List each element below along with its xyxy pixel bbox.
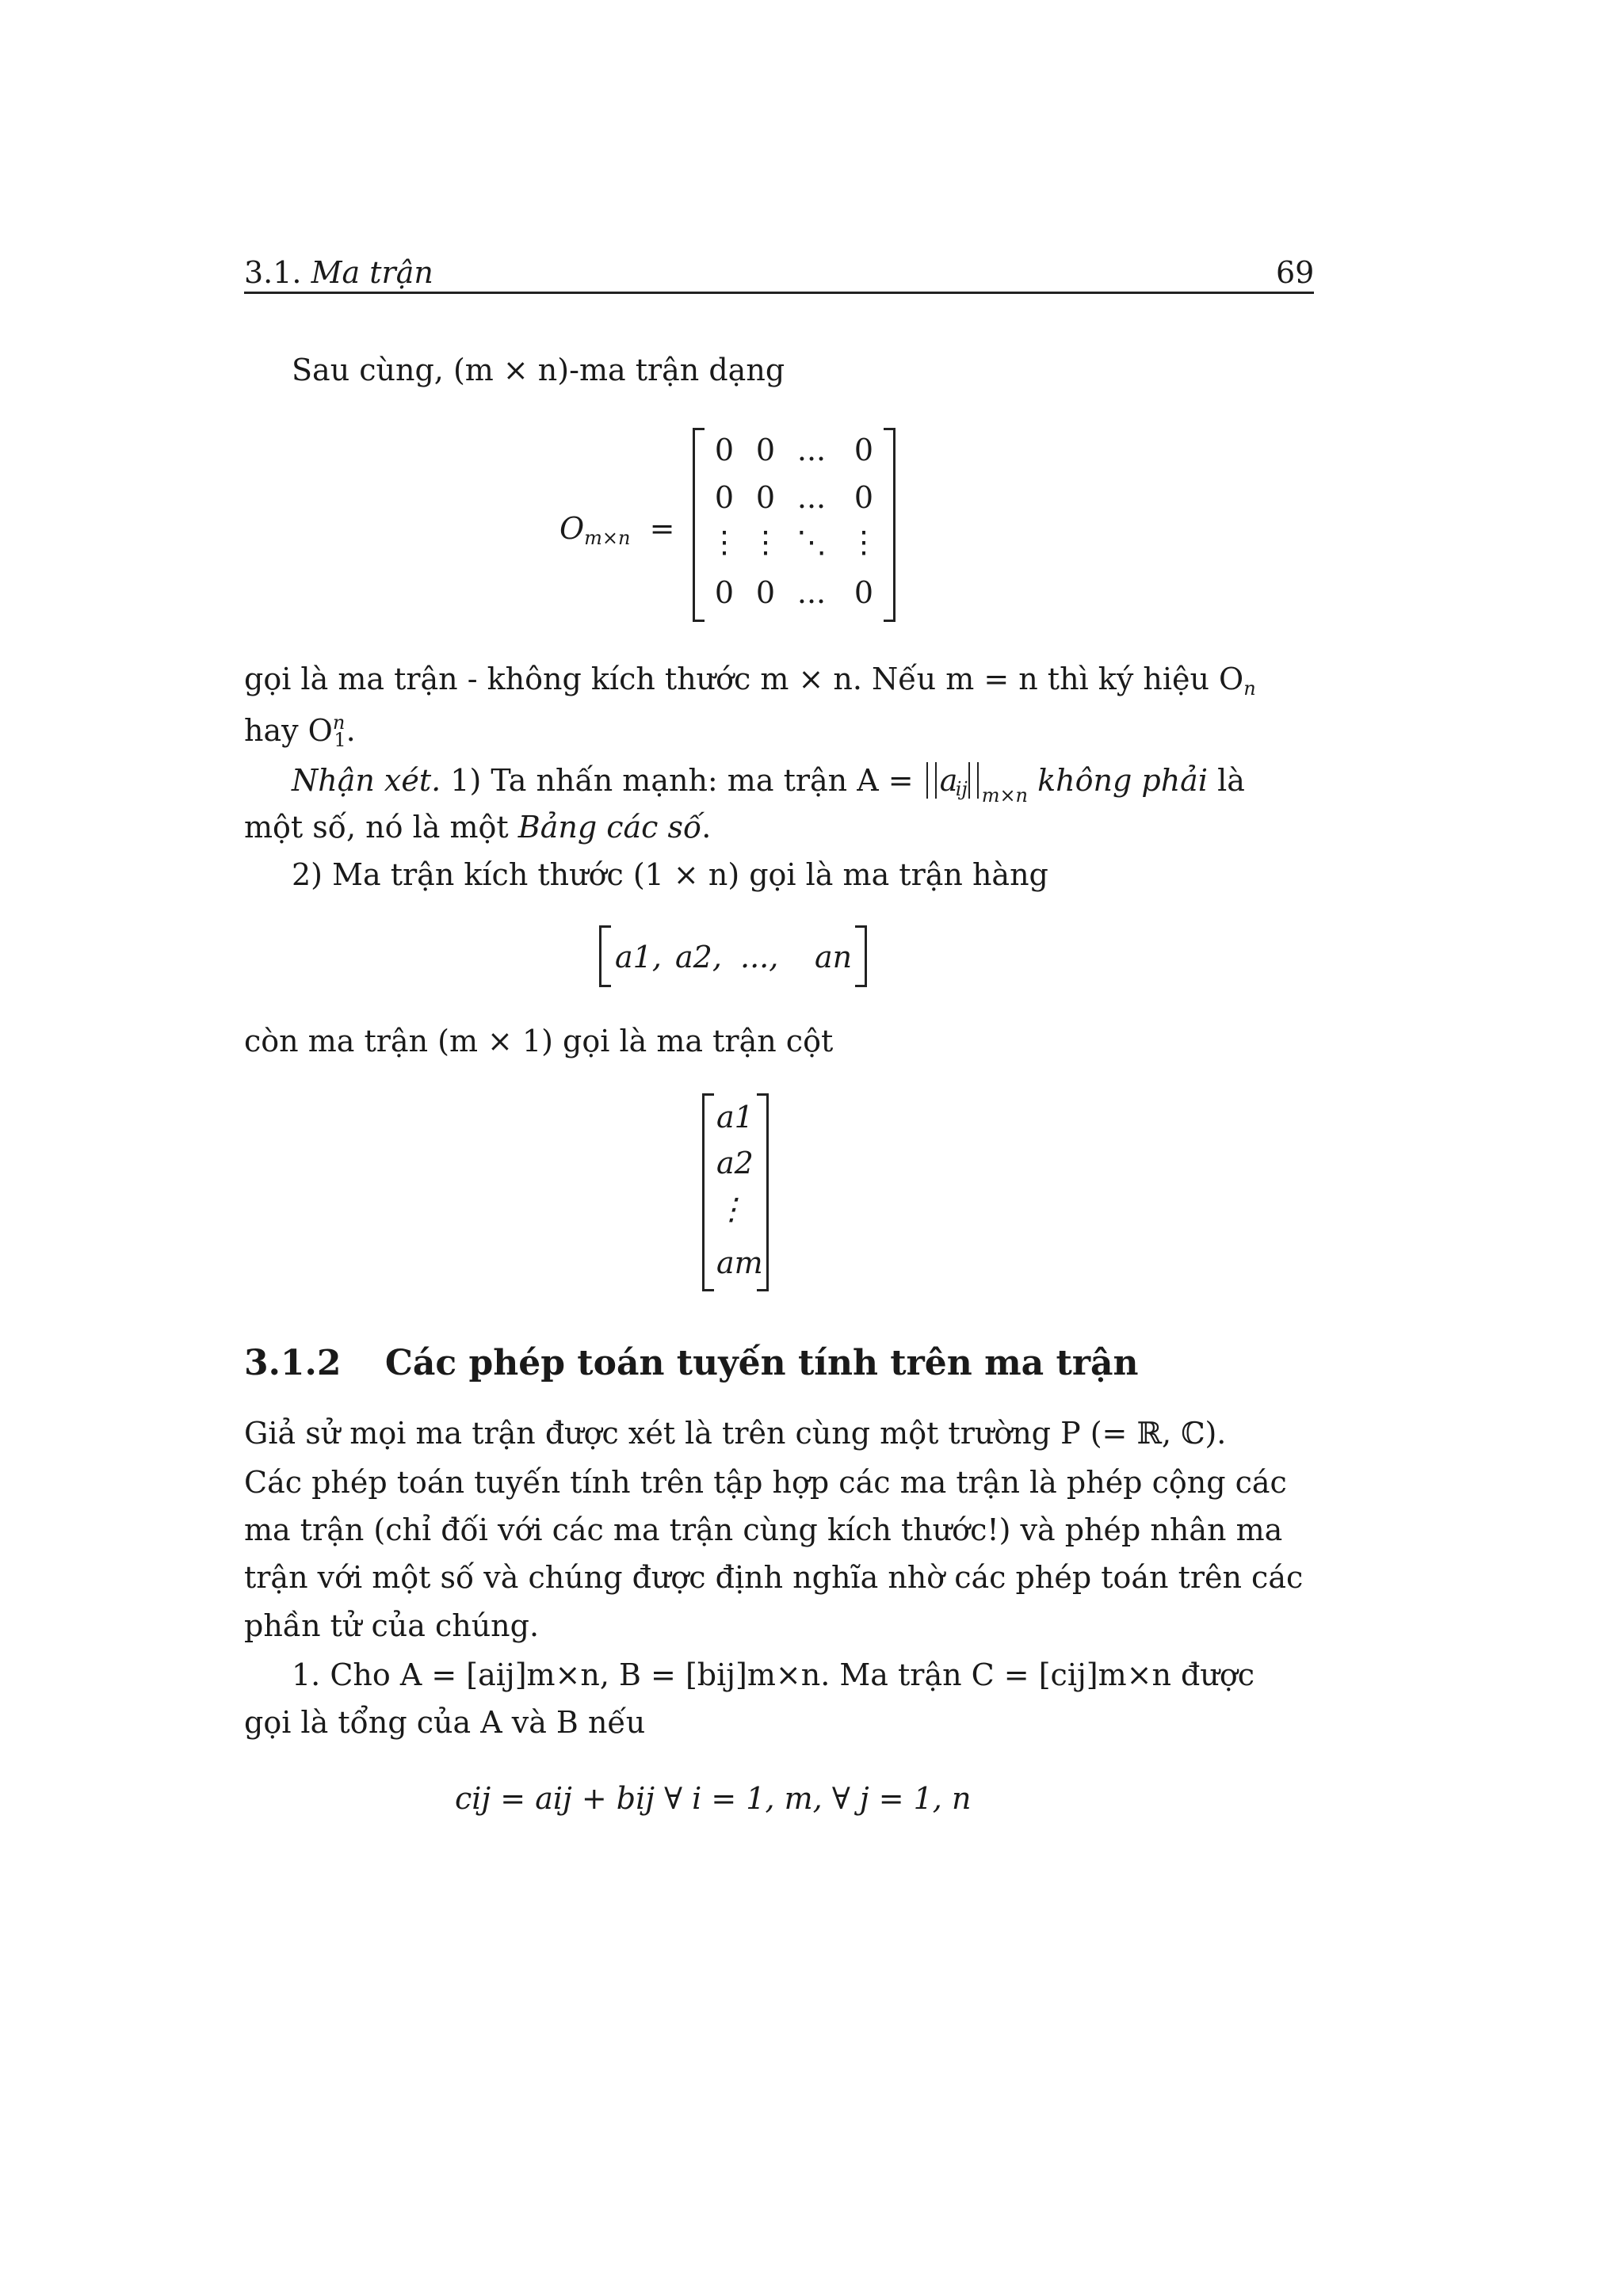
- matrix-cell: 0: [714, 433, 735, 467]
- body-line: ma trận (chỉ đối với các ma trận cùng kích thước!) và phép nhân ma: [244, 1512, 1283, 1547]
- section-heading-title: Các phép toán tuyến tính trên ma trận: [384, 1343, 1139, 1383]
- zero-matrix-after-1: gọi là ma trận - không kích thước m × n. Nếu m = n thì ký hiệu $O_n$: [244, 662, 1256, 700]
- matrix-cell: ⋮: [750, 524, 781, 559]
- header-section-title: Ma trận: [311, 255, 433, 290]
- zero-matrix-symbol: O: [559, 511, 585, 546]
- row-vector-right-bracket: [855, 925, 867, 987]
- item1-line-2: gọi là tổng của A và B nếu: [244, 1705, 646, 1740]
- remark-emphasis-table: Bảng các số: [517, 810, 702, 845]
- zero-matrix: [693, 428, 896, 622]
- remark-line-3: 2) Ma trận kích thước (1 × n) gọi là ma trận hàng: [292, 857, 1048, 892]
- column-vector-entry: am: [716, 1245, 763, 1280]
- running-header-section: [244, 255, 433, 290]
- matrix-cell: ⋮: [849, 524, 879, 559]
- header-section-number: 3.1.: [244, 255, 302, 290]
- column-vector: [702, 1093, 769, 1291]
- body-line: trận với một số và chúng được định nghĩa nhờ các phép toán trên các: [244, 1560, 1304, 1595]
- row-vector-entry: a1,: [615, 940, 662, 974]
- body-line: Giả sử mọi ma trận được xét là trên cùng một trường P (= ℝ, ℂ).: [244, 1416, 1227, 1451]
- matrix-cell: ⋱: [796, 524, 827, 559]
- page-number: 69: [1276, 255, 1315, 290]
- row-vector-entry: an: [815, 940, 853, 974]
- zero-matrix-after-2: hay $O^n_1$.: [244, 711, 356, 751]
- zero-matrix-equals: =: [649, 511, 675, 546]
- remark-line-4: còn ma trận (m × 1) gọi là ma trận cột: [244, 1024, 834, 1058]
- matrix-cell: 0: [755, 433, 776, 467]
- column-vector-entry: ⋮: [716, 1192, 747, 1226]
- row-vector-left-bracket: [599, 925, 611, 987]
- column-vector-entry: a1: [716, 1100, 754, 1135]
- matrix-cell: 0: [854, 433, 874, 467]
- item1-line-1: 1. Cho A = [aij]m×n, B = [bij]m×n. Ma trận C = [cij]m×n được: [292, 1657, 1254, 1692]
- section-heading-number: 3.1.2: [244, 1343, 342, 1383]
- matrix-cell: 0: [755, 575, 776, 610]
- remark-emphasis: không phải: [1037, 763, 1208, 798]
- matrix-cell: 0: [854, 575, 874, 610]
- row-vector-entry: a2,: [675, 940, 722, 974]
- zero-matrix-intro: Sau cùng, (m × n)-ma trận dạng: [292, 353, 785, 387]
- row-vector-entry: ...,: [740, 940, 779, 974]
- header-rule: [244, 292, 1314, 294]
- body-line: phần tử của chúng.: [244, 1608, 540, 1643]
- matrix-cell: 0: [854, 480, 874, 515]
- column-vector-left-bracket: [702, 1093, 714, 1291]
- row-vector: [599, 925, 867, 987]
- column-vector-entry: a2: [716, 1146, 754, 1180]
- matrix-cell: ...: [796, 433, 827, 467]
- zero-matrix-lhs: [559, 511, 674, 549]
- sum-formula: cij = aij + bij ∀ i = 1, m, ∀ j = 1, n: [455, 1781, 972, 1816]
- body-line: Các phép toán tuyến tính trên tập hợp các ma trận là phép cộng các: [244, 1465, 1287, 1500]
- remark-label: Nhận xét.: [292, 763, 441, 798]
- matrix-cell: 0: [714, 575, 735, 610]
- matrix-cell: ...: [796, 575, 827, 610]
- matrix-cell: ...: [796, 480, 827, 515]
- matrix-cell: ⋮: [709, 524, 739, 559]
- section-heading: [244, 1343, 1139, 1383]
- matrix-cell: 0: [755, 480, 776, 515]
- zero-matrix-subscript: m×n: [584, 527, 631, 549]
- remark-line-1: Nhận xét. 1) Ta nhấn mạnh: ma trận A = a ij $_{m\times n}$ không phải là: [292, 763, 1245, 807]
- matrix-cell: 0: [714, 480, 735, 515]
- remark-line-2: một số, nó là một Bảng các số.: [244, 810, 712, 845]
